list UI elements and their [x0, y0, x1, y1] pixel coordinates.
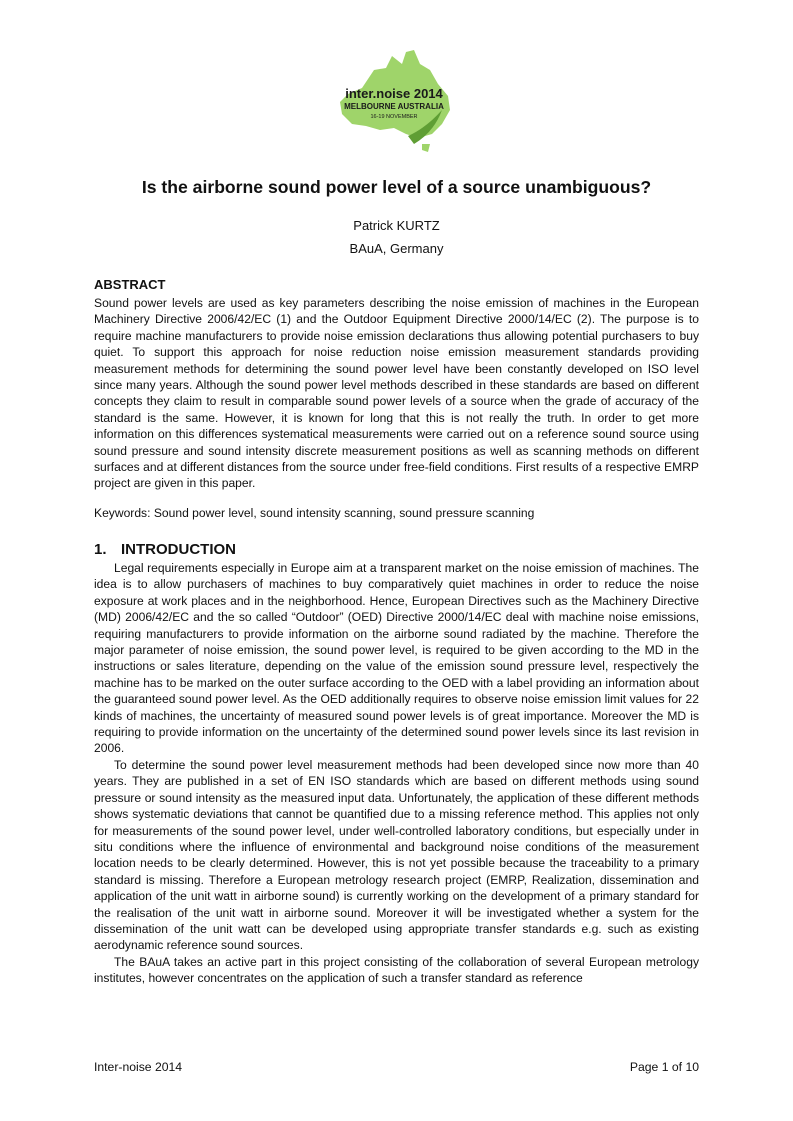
logo-line-3: 16-19 NOVEMBER: [370, 114, 418, 120]
logo-line-1: inter.noise 2014: [345, 86, 443, 101]
page-footer: [94, 1059, 699, 1075]
section-heading: [94, 540, 236, 559]
paper-title: Is the airborne sound power level of a source unambiguous?: [141, 177, 652, 197]
conference-logo: [322, 40, 462, 162]
tasmania-icon: [422, 144, 430, 152]
section-title: INTRODUCTION: [121, 541, 236, 558]
paragraph: To determine the sound power level measurement methods had been developed since now more than 40 years. They are published in a set of EN ISO standards which are based on different methods using sound pressure or sound intensity as the measured input data. Unfortunately, the application of these different methods shows systematic deviations that cannot be quantified due to a missing reference method. This applies not only for measurements of the sound power level, under well-controlled laboratory conditions, but especially under in situ conditions where the influence of environmental and background noise conditions of the measurement location needs to be clearly determined. However, this is not yet possible because the traceability to a primary standard is missing. Therefore a European metrology research project (EMRP, Realization, dissemination and application of the unit watt in airborne sound) is currently working on the development of a primary standard for the realisation of the unit watt in airborne sound. Moreover it will be investigated whether a system for the dissemination of the unit watt can be developed using appropriate transfer standards e.g. such as existing aerodynamic reference sound sources.: [94, 757, 699, 953]
paragraph: Legal requirements especially in Europe aim at a transparent market on the noise emission of machines. The idea is to allow purchasers of machines to buy comparatively quiet machines in order to reduce the noise exposure at work places and in the neighborhood. Hence, European Directives such as the Machinery Directive (MD) 2006/42/EC and the so called “Outdoor” (OED) Directive 2000/14/EC deal with machine noise emissions, requiring manufacturers to provide information on the airborne sound radiated by the machine. Therefore the major parameter of noise emission, the sound power level, is required to be given according to the MD in the instructions or sales literature, depending on the value of the emission sound pressure level, respectively the machine has to be marked on the outer surface according to the OED with a label providing an information about the guaranteed sound power level. As the OED additionally requires to observe noise emission limit values for 22 kinds of machines, the uncertainty of measured sound power levels is of great importance. Moreover the MD is requiring to provide information on the uncertainty of the determined sound power levels since its last revision in 2006.: [94, 561, 699, 756]
introduction-body: [94, 560, 699, 987]
footer-page-number: Page 1 of 10: [629, 1060, 699, 1074]
paragraph: The BAuA takes an active part in this project consisting of the collaboration of several European metrology institutes, however concentrates on the application of such a transfer standard as reference: [94, 954, 699, 986]
abstract-text: Sound power levels are used as key parameters describing the noise emission of machines in the European Machinery Directive 2006/42/EC (1) and the Outdoor Equipment Directive 2000/14/EC (2). The purpose is to require machine manufacturers to provide noise emission declarations thus allowing potential purchasers to buy quiet. To support this approach for noise reduction noise emission measurement standards providing measurement methods for determining the sound power level have been constantly developed on ISO level since many years. Although the sound power level methods described in these standards are based on different concepts they claim to result in comparable sound power levels of a source when the grade of accuracy of the standard is the same. However, it is known for long that this is not really the truth. In order to get more information on this differences systematical measurements were carried out on a reference sound source using sound pressure and sound intensity discrete measurement positions as well as scanning methods on different surfaces and at different distances from the source under free-field conditions. First results of a respective EMRP project are given in this paper.: [94, 296, 699, 491]
footer-conference: Inter-noise 2014: [94, 1060, 183, 1074]
author-affiliation: BAuA, Germany: [349, 241, 444, 256]
author-name: Patrick KURTZ: [353, 218, 440, 233]
section-number: 1.: [94, 541, 107, 558]
keywords: Keywords: Sound power level, sound intensity scanning, sound pressure scanning: [94, 506, 535, 520]
abstract-block: [94, 295, 699, 492]
logo-line-2: MELBOURNE AUSTRALIA: [344, 102, 444, 111]
abstract-heading: ABSTRACT: [94, 277, 166, 292]
